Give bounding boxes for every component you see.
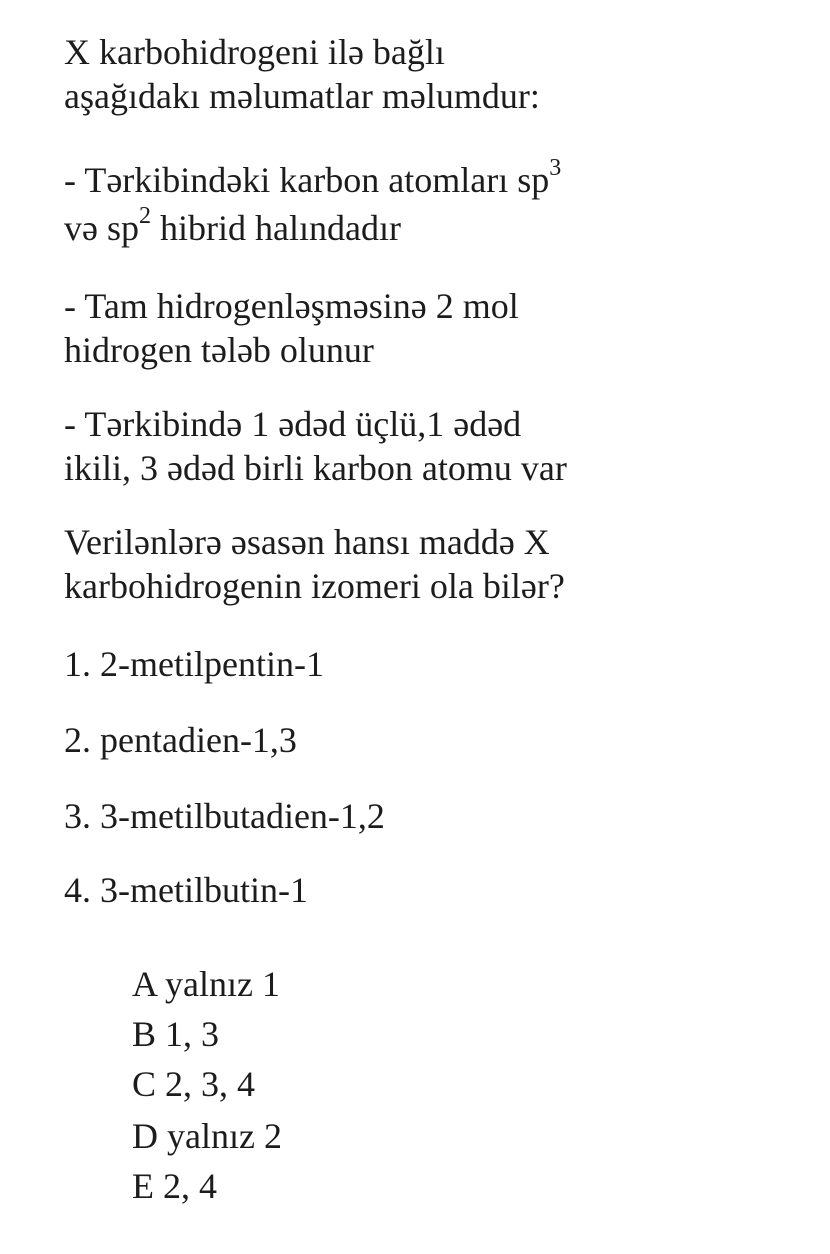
answer-option-a[interactable]: A yalnız 1 xyxy=(132,964,280,1004)
intro-line-1: X karbohidrogeni ilə bağlı xyxy=(64,32,445,72)
fact-2-line-1: - Tam hidrogenləşməsinə 2 mol xyxy=(64,286,519,326)
fact-3-line-2: ikili, 3 ədəd birli karbon atomu var xyxy=(64,448,567,488)
fact-1-line-2 xyxy=(64,203,401,250)
fact-1-line-1 xyxy=(64,155,562,202)
answer-option-e[interactable]: E 2, 4 xyxy=(132,1166,217,1206)
answer-option-c[interactable]: C 2, 3, 4 xyxy=(132,1064,256,1104)
list-item-1: 1. 2-metilpentin-1 xyxy=(64,644,324,684)
fact-2-line-2: hidrogen tələb olunur xyxy=(64,330,374,370)
question-line-1: Verilənlərə əsasən hansı maddə X xyxy=(64,522,550,562)
fact-1-superscript-b: 2 xyxy=(139,203,151,229)
list-item-4: 4. 3-metilbutin-1 xyxy=(64,870,308,910)
intro-line-2: aşağıdakı məlumatlar məlumdur: xyxy=(64,76,540,116)
answer-option-b[interactable]: B 1, 3 xyxy=(132,1014,220,1054)
fact-1-text-b: və sp xyxy=(64,208,139,248)
question-line-2: karbohidrogenin izomeri ola bilər? xyxy=(64,566,565,606)
list-item-3: 3. 3-metilbutadien-1,2 xyxy=(64,796,385,836)
list-item-2: 2. pentadien-1,3 xyxy=(64,720,297,760)
answer-option-d[interactable]: D yalnız 2 xyxy=(132,1116,282,1156)
fact-1-superscript: 3 xyxy=(549,155,562,181)
fact-1-text: - Tərkibindəki karbon atomları sp xyxy=(64,160,550,200)
fact-1-text-c: hibrid halındadır xyxy=(151,208,401,248)
fact-3-line-1: - Tərkibində 1 ədəd üçlü,1 ədəd xyxy=(64,404,522,444)
